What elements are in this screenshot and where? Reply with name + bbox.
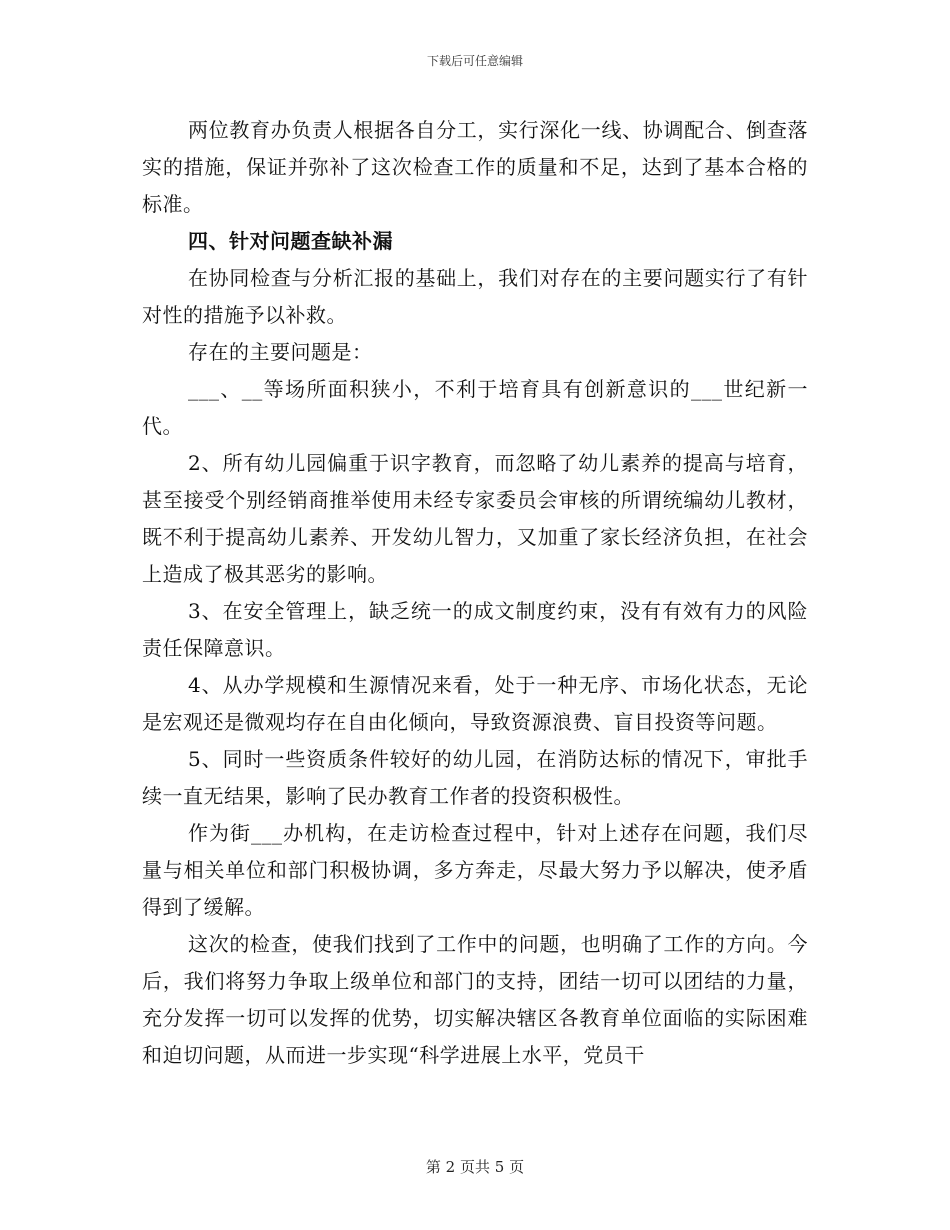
page-footer: 第 2 页共 5 页: [425, 1158, 525, 1176]
page-header: 下载后可任意编辑: [426, 54, 523, 68]
paragraph-2: 在协同检查与分析汇报的基础上，我们对存在的主要问题实行了有针对性的措施予以补救。: [142, 266, 808, 327]
problem-item-2: 2、所有幼儿园偏重于识字教育，而忽略了幼儿素养的提高与培育，甚至接受个别经销商推举使用未经专家委员会审核的所谓统编幼儿教材，既不利于提高幼儿素养、开发幼儿智力，又加重了家长经济负担，在社会上造成了极其恶劣的影响。: [142, 451, 808, 586]
document-body: [142, 112, 808, 1074]
section-heading: 四、针对问题查缺补漏: [188, 229, 393, 253]
problem-item-3: 3、在安全管理上，缺乏统一的成文制度约束，没有有效有力的风险责任保障意识。: [142, 599, 808, 660]
problem-item-4: 4、从办学规模和生源情况来看，处于一种无序、市场化状态，无论是宏观还是微观均存在自由化倾向，导致资源浪费、盲目投资等问题。: [142, 673, 808, 734]
paragraph-5: 这次的检查，使我们找到了工作中的问题，也明确了工作的方向。今后，我们将努力争取上级单位和部门的支持，团结一切可以团结的力量，充分发挥一切可以发挥的优势，切实解决辖区各教育单位面临的实际困难和迫切问题，从而进一步实现“科学进展上水平，党员干: [142, 932, 808, 1067]
paragraph-4: 作为街___办机构，在走访检查过程中，针对上述存在问题，我们尽量与相关单位和部门积极协调，多方奔走，尽最大努力予以解决，使矛盾得到了缓解。: [142, 821, 808, 919]
paragraph-1: 两位教育办负责人根据各自分工，实行深化一线、协调配合、倒查落实的措施，保证并弥补了这次检查工作的质量和不足，达到了基本合格的标准。: [142, 118, 808, 216]
problem-item-1: ___、__等场所面积狭小，不利于培育具有创新意识的___世纪新一代。: [142, 377, 808, 438]
paragraph-3: 存在的主要问题是：: [188, 340, 373, 364]
problem-item-5: 5、同时一些资质条件较好的幼儿园，在消防达标的情况下，审批手续一直无结果，影响了民办教育工作者的投资积极性。: [142, 747, 808, 808]
